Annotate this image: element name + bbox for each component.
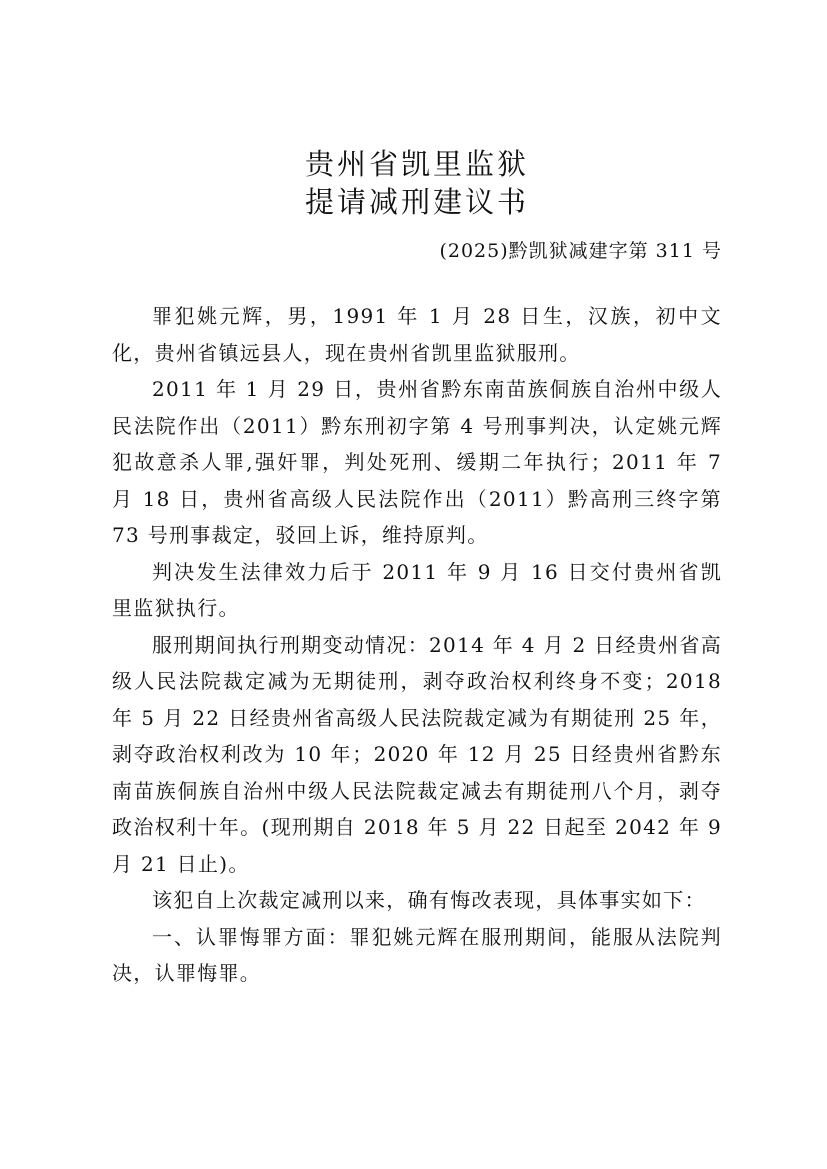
title-line-2: 提请减刑建议书 [304, 185, 529, 219]
document-number: (2025)黔凯狱减建字第 311 号 [439, 240, 722, 262]
paragraph-delivery: 判决发生法律效力后于 2011 年 9 月 16 日交付贵州省凯里监狱执行。 [112, 559, 722, 620]
paragraph-admission-of-guilt: 一、认罪悔罪方面：罪犯姚元辉在服刑期间，能服从法院判决，认罪悔罪。 [112, 924, 722, 985]
document-title [112, 145, 722, 221]
title-line-1: 贵州省凯里监狱 [304, 147, 529, 181]
paragraph-original-judgment: 2011 年 1 月 29 日，贵州省黔东南苗族侗族自治州中级人民法院作出（2011）黔东刑初字第 4 号刑事判决，认定姚元辉犯故意杀人罪,强奸罪，判处死刑、缓期二年执行；2011 年 7 月 18 日，贵州省高级人民法院作出（2011）黔高刑三终字第 73 号刑事裁定，驳回上诉，维持原判。 [112, 377, 722, 547]
paragraph-repentance-intro: 该犯自上次裁定减刑以来，确有悔改表现，具体事实如下： [152, 888, 706, 912]
paragraph-personal-info: 罪犯姚元辉，男，1991 年 1 月 28 日生，汉族，初中文化，贵州省镇远县人，现在贵州省凯里监狱服刑。 [112, 304, 722, 365]
document-page [112, 145, 722, 992]
paragraph-sentence-changes: 服刑期间执行刑期变动情况：2014 年 4 月 2 日经贵州省高级人民法院裁定减为无期徒刑，剥夺政治权利终身不变；2018 年 5 月 22 日经贵州省高级人民法院裁定减为有期徒刑 25 年，剥夺政治权利改为 10 年；2020 年 12 月 25 日经贵州省黔东南苗族侗族自治州中级人民法院裁定减去有期徒刑八个月，剥夺政治权利十年。(现刑期自 2018 年 5 月 22 日起至 2042 年 9 月 21 日止)。 [112, 632, 722, 876]
